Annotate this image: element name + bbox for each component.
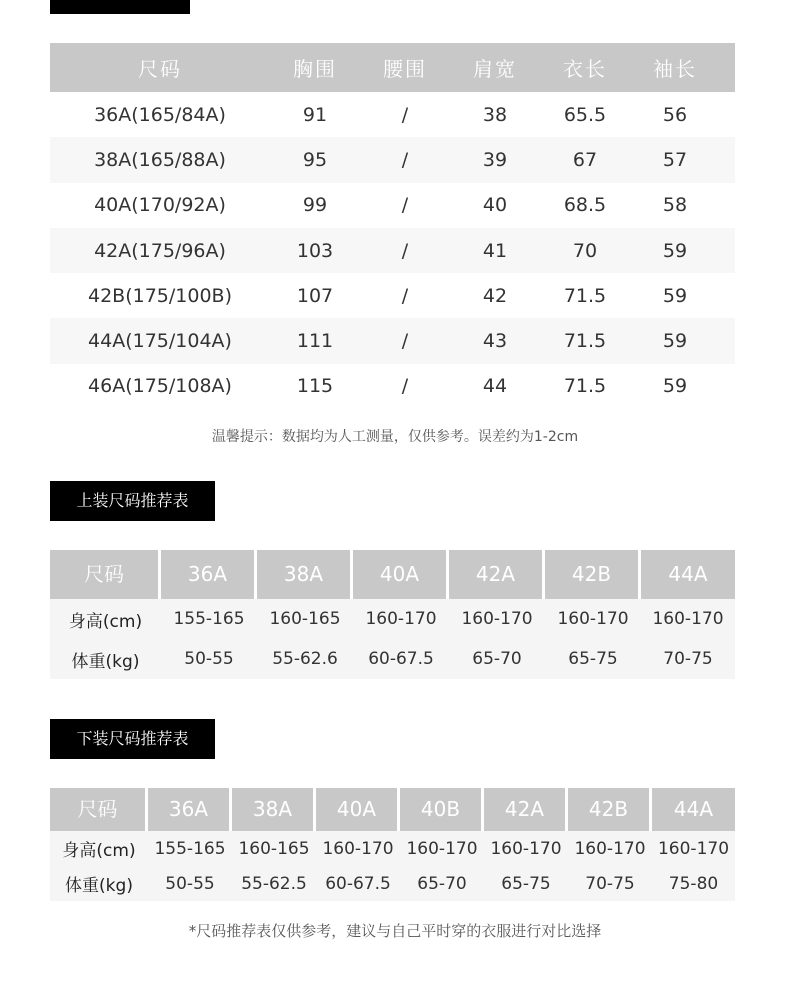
cell-length: 71.5 <box>563 284 607 307</box>
cell-waist: / <box>401 103 409 126</box>
cell-value: 55-62.6 <box>272 649 338 669</box>
header-40a: 40A <box>353 550 449 599</box>
cell-value: 155-165 <box>173 609 245 629</box>
cell-shoulder: 43 <box>482 330 508 353</box>
table-row <box>50 639 735 679</box>
cell-value: 160-170 <box>490 838 562 859</box>
cell-value: 65-75 <box>501 873 551 894</box>
table-row <box>50 183 735 228</box>
cell-length: 65.5 <box>563 103 607 126</box>
cell-waist: / <box>401 194 409 217</box>
cell-size: 46A(175/108A) <box>88 375 232 398</box>
header-36a: 36A <box>161 550 257 599</box>
cell-chest: 103 <box>296 239 334 262</box>
cell-size: 44A(175/104A) <box>88 330 232 353</box>
top-recommendation-table <box>50 550 735 679</box>
row-label-height: 身高(cm) <box>68 611 143 632</box>
size-table-header <box>50 43 735 92</box>
row-label-weight: 体重(kg) <box>65 876 133 896</box>
bottom-size-recommendation-title: 下装尺码推荐表 <box>50 719 215 759</box>
cell-shoulder: 41 <box>482 239 508 262</box>
cell-value: 50-55 <box>184 649 234 669</box>
cell-value: 70-75 <box>585 873 635 894</box>
table-row <box>50 831 735 866</box>
cell-sleeve: 59 <box>662 239 688 262</box>
top-size-recommendation-title: 上装尺码推荐表 <box>50 481 215 521</box>
cell-sleeve: 57 <box>662 148 688 171</box>
cell-value: 160-165 <box>269 609 341 629</box>
header-40b: 40B <box>400 788 484 831</box>
cell-waist: / <box>401 375 409 398</box>
cell-chest: 95 <box>302 148 328 171</box>
header-sleeve: 袖长 <box>653 57 697 81</box>
cell-sleeve: 59 <box>662 330 688 353</box>
header-44a: 44A <box>641 550 735 599</box>
cell-size: 38A(165/88A) <box>94 148 226 171</box>
cell-waist: / <box>401 284 409 307</box>
table-row <box>50 228 735 273</box>
header-waist: 腰围 <box>383 57 427 81</box>
cell-value: 60-67.5 <box>368 649 434 669</box>
cell-chest: 107 <box>296 284 334 307</box>
row-label-height: 身高(cm) <box>62 841 136 861</box>
table-row <box>50 273 735 318</box>
header-42b: 42B <box>545 550 641 599</box>
cell-chest: 115 <box>296 375 334 398</box>
bottom-rec-header <box>50 788 735 831</box>
header-size: 尺码 <box>50 550 161 599</box>
header-42a: 42A <box>484 788 568 831</box>
cell-shoulder: 42 <box>482 284 508 307</box>
table-row <box>50 318 735 363</box>
header-42b: 42B <box>568 788 652 831</box>
section-header-tab-cropped <box>50 0 190 14</box>
cell-value: 160-165 <box>238 838 310 859</box>
cell-value: 60-67.5 <box>325 873 391 894</box>
cell-chest: 99 <box>302 194 328 217</box>
cell-size: 36A(165/84A) <box>94 103 226 126</box>
measurement-note: 温馨提示：数据均为人工测量，仅供参考。误差约为1-2cm <box>211 429 579 445</box>
cell-value: 160-170 <box>406 838 478 859</box>
header-38a: 38A <box>232 788 316 831</box>
table-row <box>50 866 735 901</box>
header-40a: 40A <box>316 788 400 831</box>
cell-value: 50-55 <box>165 873 215 894</box>
cell-shoulder: 44 <box>482 375 508 398</box>
cell-length: 67 <box>572 148 598 171</box>
cell-sleeve: 56 <box>662 103 688 126</box>
cell-sleeve: 59 <box>662 284 688 307</box>
cell-length: 71.5 <box>563 375 607 398</box>
header-42a: 42A <box>449 550 545 599</box>
cell-value: 65-75 <box>568 649 618 669</box>
cell-value: 160-170 <box>461 609 533 629</box>
cell-waist: / <box>401 239 409 262</box>
cell-size: 42B(175/100B) <box>87 284 232 307</box>
cell-length: 70 <box>572 239 598 262</box>
cell-value: 155-165 <box>154 838 226 859</box>
cell-value: 160-170 <box>657 838 730 859</box>
cell-shoulder: 40 <box>482 194 508 217</box>
cell-value: 65-70 <box>417 873 467 894</box>
cell-value: 160-170 <box>557 609 629 629</box>
cell-value: 65-70 <box>472 649 522 669</box>
cell-length: 71.5 <box>563 330 607 353</box>
bottom-recommendation-table <box>50 788 735 901</box>
size-table <box>50 43 735 409</box>
table-row <box>50 92 735 137</box>
cell-sleeve: 59 <box>662 375 688 398</box>
header-length: 衣长 <box>563 57 607 81</box>
top-rec-header <box>50 550 735 599</box>
row-label-weight: 体重(kg) <box>71 651 140 672</box>
cell-value: 55-62.5 <box>241 873 307 894</box>
cell-chest: 111 <box>296 330 334 353</box>
header-size: 尺码 <box>138 57 182 81</box>
header-36a: 36A <box>148 788 232 831</box>
header-chest: 胸围 <box>293 57 337 81</box>
cell-waist: / <box>401 330 409 353</box>
cell-value: 160-170 <box>365 609 437 629</box>
cell-chest: 91 <box>302 103 328 126</box>
table-row <box>50 137 735 182</box>
cell-sleeve: 58 <box>662 194 688 217</box>
table-row <box>50 364 735 409</box>
cell-size: 40A(170/92A) <box>94 194 226 217</box>
cell-size: 42A(175/96A) <box>94 239 226 262</box>
footer-note: *尺码推荐表仅供参考，建议与自己平时穿的衣服进行对比选择 <box>188 922 602 940</box>
header-38a: 38A <box>257 550 353 599</box>
cell-waist: / <box>401 148 409 171</box>
cell-value: 160-170 <box>652 609 724 629</box>
header-shoulder: 肩宽 <box>473 57 517 81</box>
cell-value: 70-75 <box>663 649 713 669</box>
cell-value: 160-170 <box>322 838 394 859</box>
table-row <box>50 599 735 639</box>
header-size: 尺码 <box>50 788 148 831</box>
cell-value: 75-80 <box>668 873 719 894</box>
cell-shoulder: 39 <box>482 148 508 171</box>
cell-value: 160-170 <box>574 838 646 859</box>
cell-length: 68.5 <box>563 194 607 217</box>
header-44a: 44A <box>652 788 735 831</box>
cell-shoulder: 38 <box>482 103 508 126</box>
